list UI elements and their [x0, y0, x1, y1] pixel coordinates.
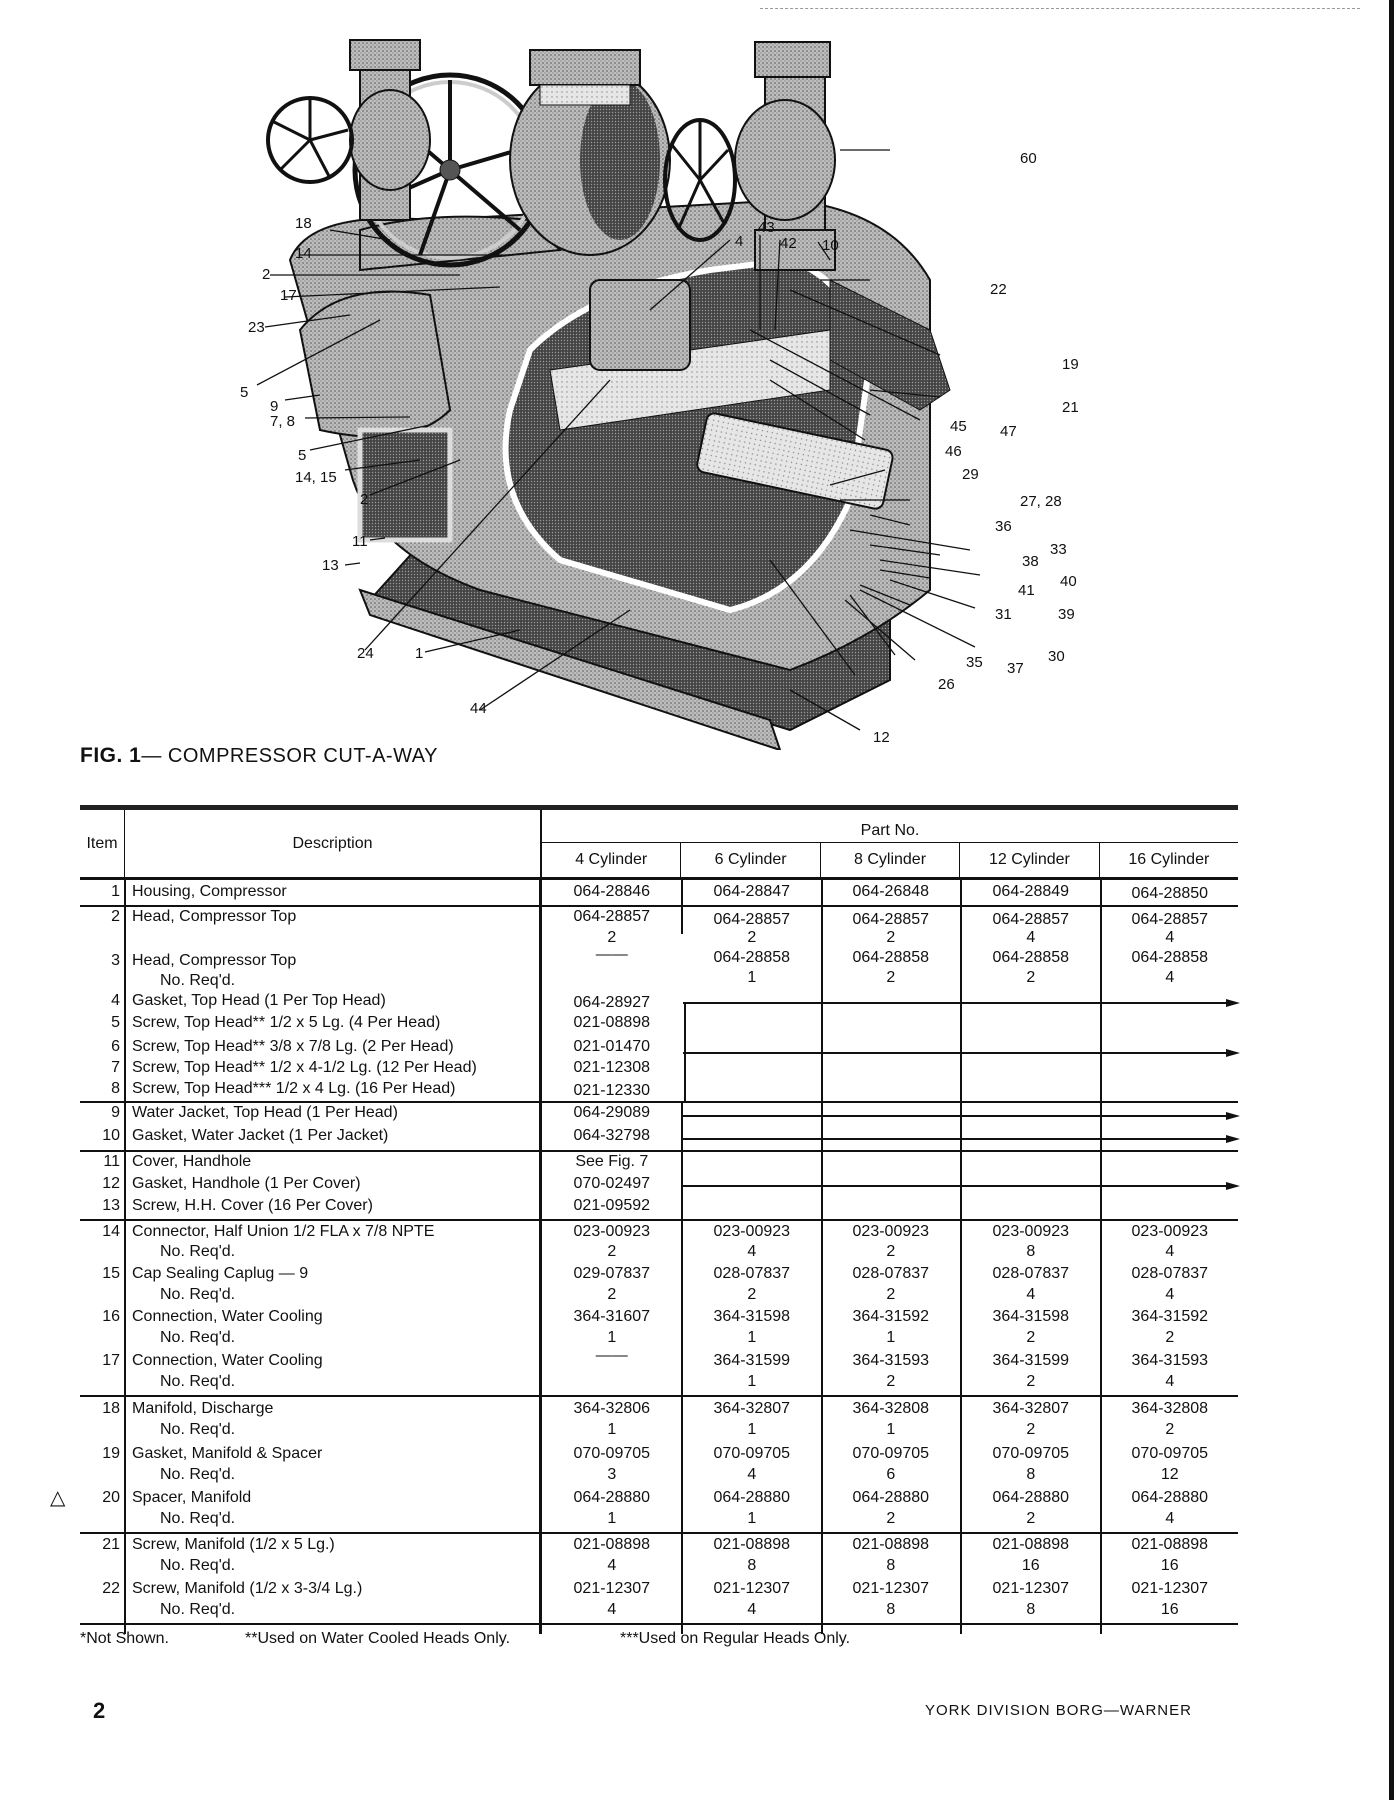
item-number: 1	[111, 883, 120, 900]
item-number: 19	[102, 1445, 120, 1462]
table-row	[80, 1222, 1238, 1242]
callout-label: 47	[1000, 423, 1017, 440]
table-row	[80, 1307, 1238, 1327]
item-number: 11	[103, 1153, 120, 1170]
revision-triangle-icon: △	[50, 1487, 66, 1509]
callout-label: 18	[295, 215, 312, 232]
item-number: 14	[102, 1223, 120, 1240]
callout-label: 14	[295, 245, 312, 262]
quantity: 6	[886, 1466, 896, 1483]
quantity: 4	[1026, 929, 1036, 946]
callout-label: 22	[990, 281, 1007, 298]
item-number: 13	[102, 1197, 120, 1214]
callout-label: 41	[1018, 582, 1035, 599]
callout-label: 13	[322, 557, 339, 574]
quantity: 2	[747, 1286, 757, 1303]
part-number: 064-28850	[1131, 885, 1209, 902]
quantity: 4	[607, 1601, 617, 1618]
table-row	[80, 1103, 1238, 1123]
item-number: 18	[102, 1400, 120, 1417]
quantity: 1	[886, 1421, 896, 1438]
item-number: 2	[111, 908, 120, 925]
part-number: See Fig. 7	[575, 1153, 649, 1170]
note-water-cooled: **Used on Water Cooled Heads Only.	[245, 1630, 511, 1647]
item-sub-description: No. Req'd.	[160, 1466, 236, 1483]
callout-label: 35	[966, 654, 983, 671]
table-row	[80, 1152, 1238, 1172]
table-row	[50, 1487, 1238, 1509]
part-number: 070-09705	[1131, 1445, 1209, 1462]
part-number: 023-00923	[852, 1223, 930, 1240]
callout-label: 44	[470, 700, 487, 717]
callout-label: 60	[1020, 150, 1037, 167]
quantity: 1	[747, 1373, 757, 1390]
quantity: 4	[747, 1601, 757, 1618]
quantity: 4	[1165, 1243, 1175, 1260]
table-row	[80, 1126, 1238, 1146]
item-description: Gasket, Handhole (1 Per Cover)	[132, 1175, 361, 1192]
quantity: 8	[886, 1557, 896, 1574]
brace-icon	[684, 1002, 686, 1102]
callout-label: 29	[962, 466, 979, 483]
item-number: 17	[102, 1352, 120, 1369]
part-number: 023-00923	[992, 1223, 1070, 1240]
part-number: 021-08898	[573, 1536, 651, 1553]
part-number: 064-28849	[992, 883, 1070, 900]
part-number: 021-12307	[852, 1580, 930, 1597]
part-number: 364-32806	[573, 1400, 651, 1417]
callout-label: 24	[357, 645, 374, 662]
header-description: Description	[124, 810, 540, 877]
item-number: 9	[111, 1104, 120, 1121]
callout-label: 27, 28	[1020, 493, 1062, 510]
item-description: Connection, Water Cooling	[132, 1352, 323, 1369]
header-12-cylinder: 12 Cylinder	[959, 843, 1098, 877]
quantity: 4	[747, 1466, 757, 1483]
part-number: 021-08898	[992, 1536, 1070, 1553]
part-number: 023-00923	[573, 1223, 651, 1240]
table-row	[80, 1579, 1238, 1599]
quantity: 1	[607, 1421, 617, 1438]
quantity: 2	[1026, 1329, 1036, 1346]
arrow-head-icon	[1226, 999, 1240, 1007]
item-description: Housing, Compressor	[132, 883, 287, 900]
table-row	[80, 1196, 1238, 1216]
item-description: Cap Sealing Caplug — 9	[132, 1265, 309, 1282]
quantity: 4	[1165, 929, 1175, 946]
item-description: Screw, Manifold (1/2 x 5 Lg.)	[132, 1536, 335, 1553]
item-description: Gasket, Top Head (1 Per Top Head)	[132, 992, 386, 1009]
part-number: 064-28857	[1131, 911, 1209, 928]
callout-label: 21	[1062, 399, 1079, 416]
part-number: 028-07837	[713, 1265, 791, 1282]
part-number: 023-00923	[1131, 1223, 1209, 1240]
item-description: Gasket, Manifold & Spacer	[132, 1445, 323, 1462]
part-number: 021-01470	[573, 1038, 651, 1055]
quantity: 16	[1160, 1557, 1179, 1574]
table-row	[80, 1444, 1238, 1464]
part-number: 021-08898	[852, 1536, 930, 1553]
quantity: 4	[607, 1557, 617, 1574]
quantity: 1	[747, 1510, 757, 1527]
quantity: 2	[886, 1243, 896, 1260]
item-sub-description: No. Req'd.	[160, 1421, 236, 1438]
item-sub-description: No. Req'd.	[160, 1286, 236, 1303]
part-number: 364-31598	[713, 1308, 791, 1325]
part-number: 029-07837	[573, 1265, 651, 1282]
quantity: 2	[607, 1243, 617, 1260]
part-number: 021-08898	[713, 1536, 791, 1553]
callout-label: 12	[873, 729, 890, 746]
table-row	[80, 1058, 1238, 1078]
part-number: 028-07837	[992, 1265, 1070, 1282]
part-number: 064-28880	[713, 1489, 791, 1506]
quantity: 2	[886, 969, 896, 986]
part-number: 364-31593	[852, 1352, 930, 1369]
item-number: 10	[102, 1127, 120, 1144]
quantity: 4	[1165, 1286, 1175, 1303]
table-row-qty	[80, 1509, 1238, 1529]
item-number: 8	[111, 1080, 120, 1097]
part-number: 021-08898	[573, 1014, 651, 1031]
callout-label: 14, 15	[295, 469, 337, 486]
quantity: 2	[747, 929, 757, 946]
quantity: 2	[607, 929, 617, 946]
table-header	[80, 810, 1238, 877]
part-number: 021-12307	[992, 1580, 1070, 1597]
callout-label: 23	[248, 319, 265, 336]
quantity: 2	[1026, 1373, 1036, 1390]
item-sub-description: No. Req'd.	[160, 1557, 236, 1574]
table-row	[80, 1013, 1238, 1033]
callout-label: 46	[945, 443, 962, 460]
arrow-head-icon	[1226, 1135, 1240, 1143]
callout-label: 2	[360, 491, 369, 508]
part-number: 021-12308	[573, 1059, 651, 1076]
item-description: Screw, Top Head** 1/2 x 4-1/2 Lg. (12 Per Head)	[132, 1059, 477, 1076]
same-as-4cyl-arrow	[683, 1115, 1228, 1117]
table-row	[80, 907, 1238, 927]
callout-label: 39	[1058, 606, 1075, 623]
part-number: 021-09592	[573, 1197, 651, 1214]
part-number: 064-28880	[573, 1489, 651, 1506]
part-number: 364-32808	[852, 1400, 930, 1417]
header-rule	[80, 877, 1238, 880]
callout-label: 37	[1007, 660, 1024, 677]
page-edge	[1389, 0, 1394, 1800]
callout-label: 17	[280, 287, 297, 304]
item-number: 12	[102, 1175, 120, 1192]
quantity: 4	[747, 1243, 757, 1260]
part-number: 064-32798	[573, 1127, 651, 1144]
table-row	[80, 1079, 1238, 1099]
quantity: 8	[1026, 1601, 1036, 1618]
table-row	[80, 1174, 1238, 1194]
item-sub-description: No. Req'd.	[160, 1510, 236, 1527]
part-number: 064-26848	[852, 883, 930, 900]
callout-label: 10	[822, 237, 839, 254]
quantity: 2	[886, 1286, 896, 1303]
note-regular-heads: ***Used on Regular Heads Only.	[620, 1630, 851, 1647]
item-number: 22	[102, 1580, 120, 1597]
callout-label: 42	[780, 235, 797, 252]
callout-label: 1	[415, 645, 424, 662]
quantity: 8	[1026, 1466, 1036, 1483]
item-description: Spacer, Manifold	[132, 1489, 252, 1506]
callout-label: 11	[352, 533, 368, 550]
part-number: 064-28846	[573, 883, 651, 900]
quantity: 2	[1165, 1421, 1175, 1438]
arrow-head-icon	[1226, 1182, 1240, 1190]
part-number: 021-12307	[713, 1580, 791, 1597]
callout-label: 7, 8	[270, 413, 296, 430]
quantity: 2	[1026, 969, 1036, 986]
callout-label: 33	[1050, 541, 1067, 558]
part-number: 364-32807	[713, 1400, 791, 1417]
quantity: 1	[607, 1329, 617, 1346]
part-number: 064-28858	[992, 949, 1070, 966]
quantity: 4	[1026, 1286, 1036, 1303]
part-number: 364-31592	[852, 1308, 930, 1325]
part-number: 064-28858	[852, 949, 930, 966]
part-number: ——	[595, 1347, 628, 1364]
item-sub-description: No. Req'd.	[160, 1373, 236, 1390]
quantity: 1	[747, 1329, 757, 1346]
header-8-cylinder: 8 Cylinder	[820, 843, 959, 877]
same-as-4cyl-arrow	[683, 1185, 1228, 1187]
item-number: 5	[111, 1014, 120, 1031]
part-number: 364-31593	[1131, 1352, 1209, 1369]
row-divider	[80, 1532, 1238, 1534]
item-number: 3	[111, 952, 120, 969]
part-number: 064-28858	[1131, 949, 1209, 966]
quantity: 4	[1165, 969, 1175, 986]
table-row-qty	[80, 1285, 1238, 1305]
quantity: 16	[1021, 1557, 1040, 1574]
quantity: 2	[1026, 1510, 1036, 1527]
table-row	[80, 1399, 1238, 1419]
item-description: Connector, Half Union 1/2 FLA x 7/8 NPTE	[132, 1223, 435, 1240]
item-number: 16	[102, 1308, 120, 1325]
footer-brand: YORK DIVISION BORG—WARNER	[925, 1702, 1192, 1719]
item-number: 7	[111, 1059, 120, 1076]
item-description: Manifold, Discharge	[132, 1400, 274, 1417]
table-row-qty	[80, 1465, 1238, 1485]
item-number: 6	[111, 1038, 120, 1055]
quantity: 4	[1165, 1510, 1175, 1527]
item-description: Cover, Handhole	[132, 1153, 252, 1170]
header-6-cylinder: 6 Cylinder	[680, 843, 819, 877]
part-number: 028-07837	[852, 1265, 930, 1282]
item-description: Screw, Top Head*** 1/2 x 4 Lg. (16 Per Head)	[132, 1080, 456, 1097]
item-number: 20	[102, 1489, 120, 1506]
part-number: 023-00923	[713, 1223, 791, 1240]
table-row	[80, 1535, 1238, 1555]
table-row-qty	[80, 1600, 1238, 1620]
compressor-cutaway-illustration	[230, 30, 1110, 750]
quantity: 3	[607, 1466, 617, 1483]
part-number: 070-09705	[573, 1445, 651, 1462]
callout-label: 9	[270, 398, 279, 415]
figure-number: FIG. 1	[80, 744, 142, 767]
part-number: 064-28857	[852, 911, 930, 928]
quantity: 1	[747, 969, 757, 986]
part-number: 364-32808	[1131, 1400, 1209, 1417]
quantity: 2	[886, 1510, 896, 1527]
header-part-no: Part No.	[540, 810, 1238, 842]
arrow-head-icon	[1226, 1049, 1240, 1057]
part-number: 070-02497	[573, 1175, 651, 1192]
part-number: 364-31592	[1131, 1308, 1209, 1325]
callout-label: 19	[1062, 356, 1079, 373]
part-number: 064-28880	[852, 1489, 930, 1506]
part-number: 021-12307	[573, 1580, 651, 1597]
part-number: 064-28857	[713, 911, 791, 928]
same-as-4cyl-arrow	[683, 1138, 1228, 1140]
table-row-qty	[80, 971, 1238, 991]
item-description: Head, Compressor Top	[132, 908, 297, 925]
header-16-cylinder: 16 Cylinder	[1099, 843, 1238, 877]
part-number: 364-32807	[992, 1400, 1070, 1417]
same-as-4cyl-arrow	[683, 1002, 1228, 1004]
table-row	[80, 882, 1238, 902]
item-number: 15	[102, 1265, 120, 1282]
table-row	[80, 1347, 1238, 1371]
same-as-4cyl-arrow	[683, 1052, 1228, 1054]
part-number: 064-28880	[992, 1489, 1070, 1506]
quantity: 2	[886, 1373, 896, 1390]
item-description: Head, Compressor Top	[132, 952, 297, 969]
table-row	[80, 991, 1238, 1011]
callout-label: 36	[995, 518, 1012, 535]
item-number: 21	[102, 1536, 120, 1553]
callout-label: 31	[995, 606, 1012, 623]
table-row-qty	[80, 1242, 1238, 1262]
callout-label: 43	[758, 219, 775, 236]
page-number: 2	[93, 1698, 106, 1723]
callout-label: 4	[735, 233, 744, 250]
part-number: 070-09705	[852, 1445, 930, 1462]
table-row-qty	[80, 1372, 1238, 1392]
callout-label: 26	[938, 676, 955, 693]
quantity: 2	[1026, 1421, 1036, 1438]
quantity: 1	[886, 1329, 896, 1346]
row-divider	[80, 1395, 1238, 1397]
table-row	[80, 1264, 1238, 1284]
part-number: 064-28847	[713, 883, 791, 900]
part-number: 021-12330	[573, 1082, 651, 1099]
header-4-cylinder: 4 Cylinder	[575, 851, 648, 868]
quantity: 4	[1165, 1373, 1175, 1390]
callout-label: 5	[298, 447, 307, 464]
arrow-head-icon	[1226, 1112, 1240, 1120]
item-sub-description: No. Req'd.	[160, 1601, 236, 1618]
part-number: 070-09705	[992, 1445, 1070, 1462]
scan-artifact	[760, 8, 1360, 9]
header-cylinder-columns	[540, 842, 1238, 877]
table-row-qty	[80, 1328, 1238, 1348]
quantity: 8	[1026, 1243, 1036, 1260]
item-sub-description: No. Req'd.	[160, 1243, 236, 1260]
part-number: 028-07837	[1131, 1265, 1209, 1282]
part-number: 021-12307	[1131, 1580, 1209, 1597]
quantity: 16	[1160, 1601, 1179, 1618]
callout-label: 38	[1022, 553, 1039, 570]
note-not-shown: *Not Shown.	[80, 1630, 169, 1647]
figure-title: — COMPRESSOR CUT-A-WAY	[141, 745, 438, 767]
row-divider	[80, 1219, 1238, 1221]
part-number: 064-29089	[573, 1104, 651, 1121]
quantity: 2	[886, 929, 896, 946]
quantity: 2	[607, 1286, 617, 1303]
part-number: 364-31598	[992, 1308, 1070, 1325]
callout-label: 2	[262, 266, 271, 283]
quantity: 1	[607, 1510, 617, 1527]
quantity: 1	[747, 1421, 757, 1438]
part-number: 064-28927	[573, 994, 651, 1011]
callout-label: 40	[1060, 573, 1077, 590]
table-row	[80, 1037, 1238, 1057]
item-description: Screw, Top Head** 1/2 x 5 Lg. (4 Per Head)	[132, 1014, 441, 1031]
part-number: 070-09705	[713, 1445, 791, 1462]
item-number: 4	[111, 992, 120, 1009]
quantity: 8	[747, 1557, 757, 1574]
callout-label: 5	[240, 384, 249, 401]
table-bottom-rule	[80, 1623, 1238, 1625]
callout-label: 30	[1048, 648, 1065, 665]
table-row-qty	[80, 1556, 1238, 1576]
item-description: Water Jacket, Top Head (1 Per Head)	[132, 1104, 398, 1121]
part-number: 364-31607	[573, 1308, 651, 1325]
header-item: Item	[86, 834, 118, 852]
quantity: 8	[886, 1601, 896, 1618]
item-description: Connection, Water Cooling	[132, 1308, 323, 1325]
quantity: 2	[1165, 1329, 1175, 1346]
part-number: ——	[595, 946, 628, 963]
item-description: Gasket, Water Jacket (1 Per Jacket)	[132, 1127, 389, 1144]
item-description: Screw, Top Head** 3/8 x 7/8 Lg. (2 Per Head)	[132, 1038, 454, 1055]
figure-caption	[80, 744, 438, 768]
part-number: 064-28857	[992, 911, 1070, 928]
item-description: Screw, H.H. Cover (16 Per Cover)	[132, 1197, 373, 1214]
part-number: 364-31599	[713, 1352, 791, 1369]
item-description: Screw, Manifold (1/2 x 3-3/4 Lg.)	[132, 1580, 363, 1597]
table-row-qty	[80, 1420, 1238, 1440]
part-number: 064-28880	[1131, 1489, 1209, 1506]
quantity: 12	[1160, 1466, 1179, 1483]
item-sub-description: No. Req'd.	[160, 972, 236, 989]
part-number: 064-28857	[573, 908, 651, 925]
callout-label: 45	[950, 418, 967, 435]
item-sub-description: No. Req'd.	[160, 1329, 236, 1346]
part-number: 364-31599	[992, 1352, 1070, 1369]
part-number: 064-28858	[713, 949, 791, 966]
part-number: 021-08898	[1131, 1536, 1209, 1553]
